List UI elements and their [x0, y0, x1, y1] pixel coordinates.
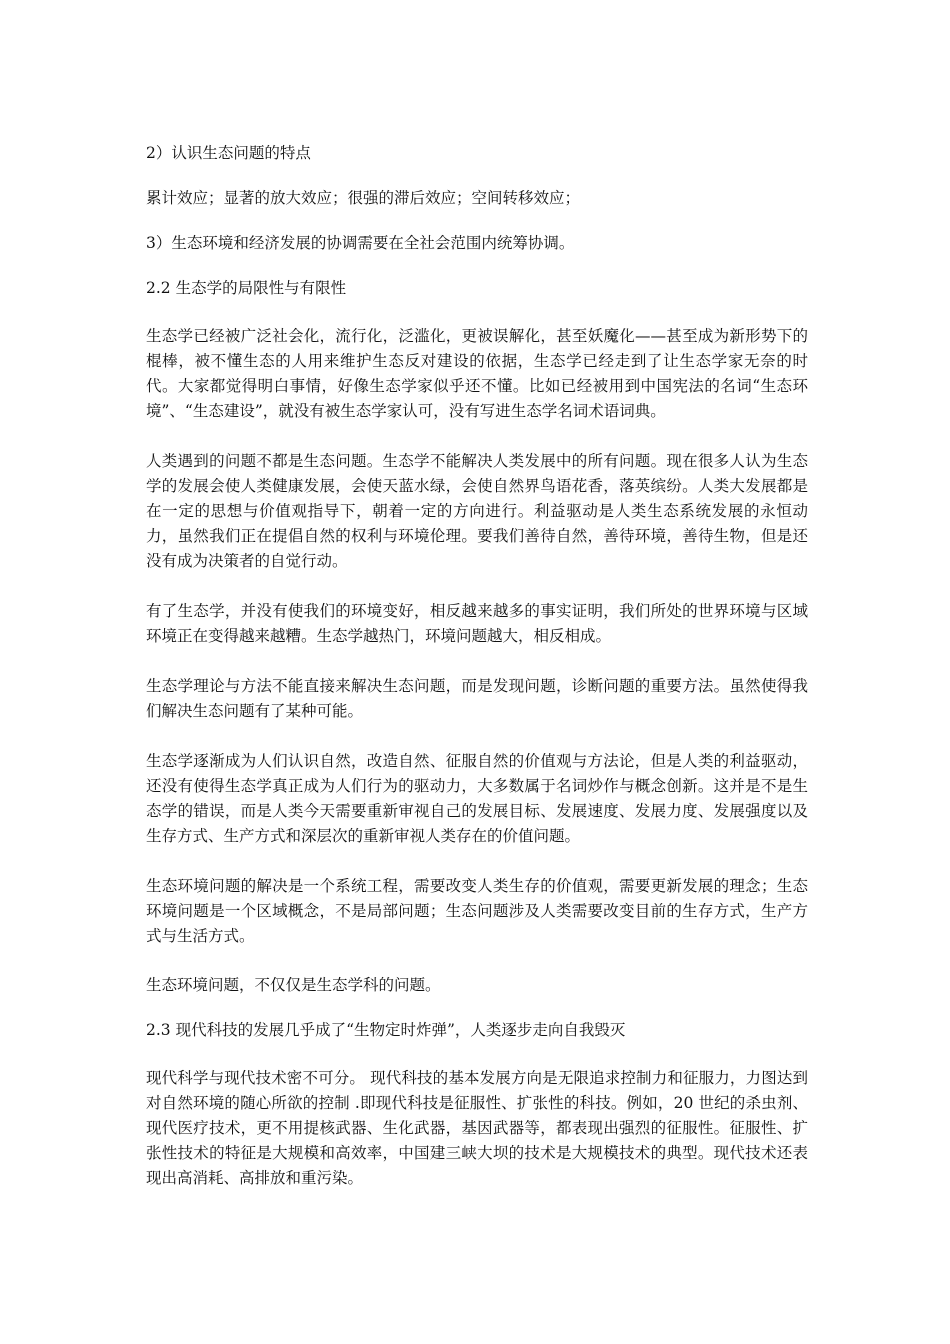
heading-recognize-features: 2）认识生态问题的特点: [146, 144, 311, 162]
paragraph-6: 生态环境问题的解决是一个系统工程，需要改变人类生存的价值观，需要更新发展的理念；生态环境问题是一个区域概念，不是局部问题；生态问题涉及人类需要改变目前的生存方式，生产方式与生活方式。: [146, 877, 808, 945]
section-heading-2-2: 2.2 生态学的局限性与有限性: [146, 279, 347, 297]
paragraph-4: 生态学理论与方法不能直接来解决生态问题，而是发现问题，诊断问题的重要方法。虽然使得我们解决生态问题有了某种可能。: [146, 677, 808, 720]
paragraph-1: 生态学已经被广泛社会化，流行化，泛滥化，更被误解化，甚至妖魔化——甚至成为新形势下的棍棒，被不懂生态的人用来维护生态反对建设的依据，生态学已经走到了让生态学家无奈的时代。大家都觉得明白事情，好像生态学家似乎还不懂。比如已经被用到中国宪法的名词“生态环境”、“生态建设”，就没有被生态学家认可，没有写进生态学名词术语词典。: [146, 327, 808, 420]
item-3: 3）生态环境和经济发展的协调需要在全社会范围内统筹协调。: [146, 234, 575, 252]
document-page: [146, 142, 808, 1191]
section-heading-2-3: 2.3 现代科技的发展几乎成了“生物定时炸弹”，人类逐步走向自我毁灭: [146, 1021, 626, 1039]
effects-list: 累计效应；显著的放大效应；很强的滞后效应；空间转移效应；: [146, 189, 581, 207]
paragraph-3: 有了生态学，并没有使我们的环境变好，相反越来越多的事实证明，我们所处的世界环境与区域环境正在变得越来越糟。生态学越热门，环境问题越大，相反相成。: [146, 602, 808, 645]
paragraph-7: 生态环境问题，不仅仅是生态学科的问题。: [146, 976, 441, 994]
paragraph-8: 现代科学与现代技术密不可分。 现代科技的基本发展方向是无限追求控制力和征服力，力图达到对自然环境的随心所欲的控制 .即现代科技是征服性、扩张性的科技。例如，20 世纪的杀虫剂、现代医疗技术，更不用提核武器、生化武器，基因武器等，都表现出强烈的征服性。征服性、扩张性技术的特征是大规模和高效率，中国建三峡大坝的技术是大规模技术的典型。现代技术还表现出高消耗、高排放和重污染。: [146, 1069, 808, 1187]
paragraph-5: 生态学逐渐成为人们认识自然，改造自然、征服自然的价值观与方法论，但是人类的利益驱动，还没有使得生态学真正成为人们行为的驱动力，大多数属于名词炒作与概念创新。这并是不是生态学的错误，而是人类今天需要重新审视自己的发展目标、发展速度、发展力度、发展强度以及生存方式、生产方式和深层次的重新审视人类存在的价值问题。: [146, 752, 808, 845]
paragraph-2: 人类遇到的问题不都是生态问题。生态学不能解决人类发展中的所有问题。现在很多人认为生态学的发展会使人类健康发展，会使天蓝水绿，会使自然界鸟语花香，落英缤纷。人类大发展都是在一定的思想与价值观指导下，朝着一定的方向进行。利益驱动是人类生态系统发展的永恒动力，虽然我们正在提倡自然的权利与环境伦理。要我们善待自然，善待环境，善待生物，但是还没有成为决策者的自觉行动。: [146, 452, 808, 570]
